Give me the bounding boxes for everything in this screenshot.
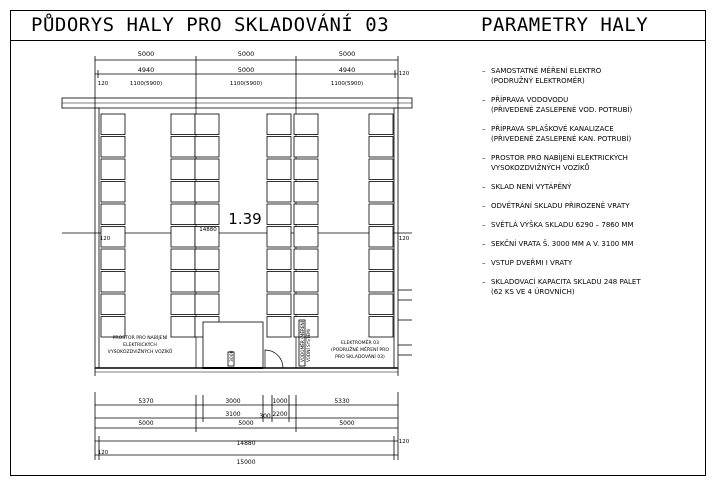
parameter-item: SKLAD NENÍ VYTÁPĚNÝ [491,183,572,191]
dim-bottom-3-2: 5000 [238,420,254,427]
dim-bottom-2-3: 2200 [272,411,288,418]
pallet-cell [171,317,195,338]
dim-top-sub-3: 1100(5900) [330,81,364,87]
pallet-cell [267,114,291,135]
pallet-cell [294,294,318,315]
dim-top-1-3: 5000 [338,50,356,58]
charging-label-3: VYSOKOZDVIŽNÝCH VOZÍKŮ [107,350,173,355]
parameter-bullet: – [482,154,486,162]
dim-top-edge-right: 120 [398,71,410,77]
pallet-cell [101,114,125,135]
pallet-cell [294,159,318,180]
parameter-bullet: – [482,202,486,210]
dim-bottom-edge-right: 120 [398,439,410,445]
parameter-item: PŘÍPRAVA SPLAŠKOVÉ KANALIZACE [491,125,614,133]
dim-top-1-2: 5000 [237,50,255,58]
parameter-item: SEKČNÍ VRATA Š. 3000 MM A V. 3100 MM [491,240,634,248]
dim-side-left: 120 [99,236,111,242]
pallet-cell [195,294,219,315]
pallet-cell [101,159,125,180]
electro-label-1: ELEKTROMĚR 03 [341,341,379,346]
pallet-cell [171,272,195,293]
dim-top-2-2: 5000 [237,66,255,74]
pallet-cell [267,294,291,315]
pallet-cell [101,137,125,158]
dim-bottom-1-1: 5370 [138,398,154,405]
pallet-cell [294,114,318,135]
dim-top-2-3: 4940 [338,66,356,74]
parameter-item: PŘÍPRAVA VODOVODU [491,96,569,104]
parameter-item: VSTUP DVEŘMI I VRATY [491,259,573,267]
pallet-cell [294,137,318,158]
water-meter-label-2: VODNÍ SYSTÉM) [306,328,311,362]
pallet-cell [369,317,393,338]
pallet-cell [294,249,318,270]
dim-bottom-1-4: 5330 [334,398,350,405]
pallet-cell [195,182,219,203]
pallet-cell [171,159,195,180]
pallet-cell [101,249,125,270]
pallet-cell [267,227,291,248]
parameter-bullet: – [482,278,486,286]
parameter-item: PROSTOR PRO NABÍJENÍ ELEKTRICKÝCH [491,154,628,162]
pallet-cell [294,204,318,225]
pallet-cell [171,204,195,225]
dim-inner-width: 14880 [199,227,217,233]
parameter-bullet: – [482,67,486,75]
dim-top-edge-left: 120 [97,81,109,87]
pallet-cell [267,137,291,158]
dim-bottom-1-2: 3000 [225,398,241,405]
pallet-cell [369,294,393,315]
parameter-item: SAMOSTATNÉ MĚŘENÍ ELEKTRO [491,67,602,75]
pallet-cell [267,317,291,338]
dim-bottom-2-2: 300 [259,413,271,420]
dim-bottom-edge-left: 120 [97,450,109,456]
pallet-cell [195,272,219,293]
parameter-bullet: – [482,259,486,267]
dim-bottom-3-3: 5000 [339,420,355,427]
pallet-cell [171,114,195,135]
dim-top-1-1: 5000 [137,50,155,58]
pallet-cell [195,114,219,135]
electro-label-3: PRO SKLADOVÁNÍ 03) [335,355,385,360]
parameter-bullet: – [482,125,486,133]
parameter-item-detail: (62 KS VE 4 ÚROVNÍCH) [491,288,575,296]
dim-top-2-1: 4940 [137,66,155,74]
dim-bottom-2-1: 3100 [225,411,241,418]
parameter-bullet: – [482,221,486,229]
parameter-item-detail: (PŘIVEDENÉ ZASLEPENÉ VOD. POTRUBÍ) [491,106,633,114]
pallet-cell [267,272,291,293]
parameter-item-detail: (PODRUŽNÝ ELEKTROMĚR) [491,77,585,85]
pallet-cell [267,204,291,225]
pallet-cell [195,159,219,180]
pallet-cell [101,204,125,225]
dim-bottom-1-3: 1000 [272,398,288,405]
pallet-cell [294,182,318,203]
pallet-cell [369,182,393,203]
dim-bottom-total-inner: 14880 [236,440,256,447]
pallet-cell [195,204,219,225]
pallet-cell [171,227,195,248]
dim-bottom-3-1: 5000 [138,420,154,427]
pallet-cell [267,182,291,203]
pallet-cell [101,317,125,338]
hall-label: 1.39 [228,210,262,228]
parameter-list [482,66,641,296]
parameter-item: SKLADOVACÍ KAPACITA SKLADU 248 PALET [491,278,641,286]
parameter-bullet: – [482,96,486,104]
pallet-cell [294,227,318,248]
pallet-cell [195,137,219,158]
plan-title: PŮDORYS HALY PRO SKLADOVÁNÍ 03 [31,14,390,36]
pallet-cell [369,227,393,248]
water-meter-label-1: VODOMĚR (MĚŘENÍ [300,321,305,362]
parameter-item: SVĚTLÁ VÝŠKA SKLADU 6290 – 7860 MM [491,221,634,229]
pallet-cell [267,159,291,180]
pallet-cell [369,249,393,270]
pallet-cell [369,114,393,135]
pallet-cell [369,204,393,225]
dim-bottom-total: 15000 [236,459,256,466]
pallet-cell [171,249,195,270]
pallet-cell [101,272,125,293]
pallet-cell [171,137,195,158]
electro-label-2: (PODRUŽNÉ MĚŘENÍ PRO [331,348,389,353]
parameter-item-detail: (PŘIVEDENÉ ZASLEPENÉ KAN. POTRUBÍ) [491,135,632,143]
parameter-item-detail: VYSOKOZDVIŽNÝCH VOZÍKŮ [491,164,590,172]
pallet-cell [171,182,195,203]
pallet-cell [369,272,393,293]
dim-top-sub-2: 1100(5900) [229,81,263,87]
pallet-cell [267,249,291,270]
pallet-cell [369,159,393,180]
pallet-cell [294,272,318,293]
pallet-cell [101,182,125,203]
door-swing [265,350,283,368]
parameter-bullet: – [482,240,486,248]
pallet-cell [195,249,219,270]
pallet-cell [369,137,393,158]
parameters-title: PARAMETRY HALY [481,14,649,36]
charging-label-1: PROSTOR PRO NABÍJENÍ [112,336,168,341]
parameter-item: ODVĚTRÁNÍ SKLADU PŘIROZENĚ VRATY [491,202,630,210]
gate-height-label: 3000 [230,350,235,362]
parameter-bullet: – [482,183,486,191]
dim-side-right: 120 [398,236,410,242]
pallet-cell [171,294,195,315]
pallet-cell [101,294,125,315]
dim-top-sub-1: 1100(5900) [129,81,163,87]
charging-label-2: ELEKTRICKÝCH [123,343,157,348]
